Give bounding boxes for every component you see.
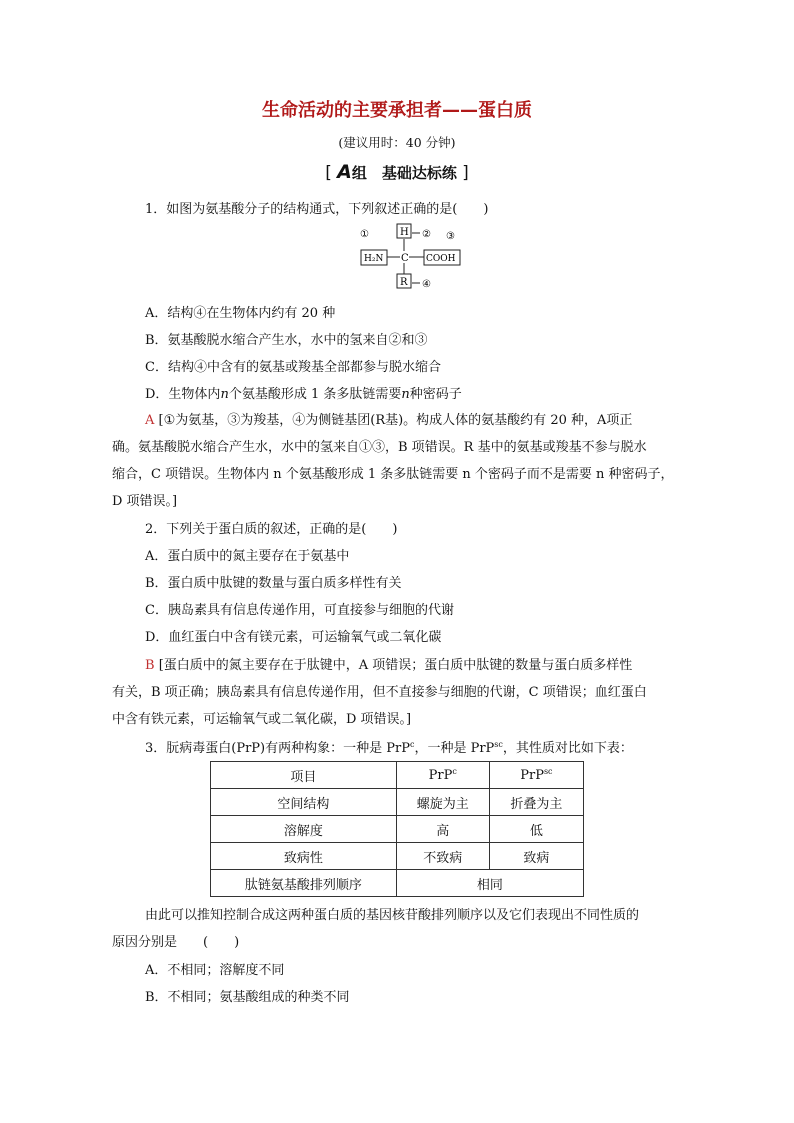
section-heading	[0, 161, 794, 183]
q2-option-b: B．蛋白质中肽键的数量与蛋白质多样性有关	[145, 576, 402, 591]
q3-option-a: A．不相同；溶解度不同	[145, 963, 285, 978]
table-cell: 高	[396, 816, 489, 843]
q1-option-b: B．氨基酸脱水缩合产生水，水中的氢来自②和③	[145, 333, 428, 348]
table-cell: 溶解度	[211, 816, 397, 843]
alpha-carbon: C	[401, 253, 409, 264]
q1-explanation-line-1: A [①为氨基，③为羧基，④为侧链基团(R基)。构成人体的氨基酸约有 20 种，A项正	[145, 413, 633, 428]
table-cell: 折叠为主	[489, 789, 583, 816]
h-atom: H	[400, 227, 409, 238]
q2-explanation-line-3: 中含有铁元素，可运输氧气或二氧化碳，D 项错误。]	[112, 712, 412, 727]
table-row	[211, 843, 584, 870]
amino-group: H₂N	[364, 254, 384, 264]
q2-stem: 2．下列关于蛋白质的叙述，正确的是( )	[145, 522, 398, 537]
suggested-time: (建议用时：40 分钟)	[338, 135, 456, 150]
label-4: ④	[422, 279, 431, 290]
q2-option-a: A．蛋白质中的氮主要存在于氨基中	[145, 549, 350, 564]
table-cell: 低	[489, 816, 583, 843]
q3-stem: 3．朊病毒蛋白(PrP)有两种构象：一种是 PrP$^c$，一种是 PrP$^{sc}$，其性质对比如下表：	[145, 740, 633, 756]
q2-option-d: D．血红蛋白中含有镁元素，可运输氧气或二氧化碳	[145, 630, 442, 645]
page-title: 生命活动的主要承担者——蛋白质	[262, 100, 532, 121]
q3-option-b: B．不相同；氨基酸组成的种类不同	[145, 990, 350, 1005]
table-header-prpc: PrP$^c$	[396, 762, 489, 789]
table-row	[211, 789, 584, 816]
table-cell: 不致病	[396, 843, 489, 870]
carboxyl-group: COOH	[426, 254, 456, 264]
q3-follow-line-2: 原因分别是 ( )	[112, 935, 240, 950]
q2-explanation-line-1: B [蛋白质中的氮主要存在于肽键中，A 项错误；蛋白质中肽键的数量与蛋白质多样性	[145, 658, 633, 673]
table-cell: 致病	[489, 843, 583, 870]
q2-answer: B	[145, 658, 155, 673]
label-2: ②	[422, 229, 431, 240]
section-letter: A	[337, 161, 352, 183]
q1-explanation-line-4: D 项错误。]	[112, 494, 178, 509]
q3-follow-line-1: 由此可以推知控制合成这两种蛋白质的基因核苷酸排列顺序以及它们表现出不同性质的	[145, 908, 640, 923]
q1-explanation-line-3: 缩合，C 项错误。生物体内 n 个氨基酸形成 1 条多肽链需要 n 个密码子而不是需要 n 种密码子，	[112, 467, 674, 482]
section-bracket-open: [	[325, 163, 332, 183]
r-group: R	[400, 277, 408, 288]
table-row	[211, 816, 584, 843]
amino-acid-structure-diagram	[358, 222, 468, 292]
table-cell: 空间结构	[211, 789, 397, 816]
table-cell-merged: 相同	[396, 870, 583, 897]
prp-comparison-table	[210, 761, 584, 897]
q1-explanation-line-2: 确。氨基酸脱水缩合产生水，水中的氢来自①③，B 项错误。R 基中的氨基或羧基不参与脱水	[112, 440, 647, 455]
label-1: ①	[360, 229, 369, 240]
q1-option-d: D．生物体内n个氨基酸形成 1 条多肽链需要n种密码子	[145, 387, 462, 402]
table-header-item: 项目	[211, 762, 397, 789]
table-header-prpsc: PrP$^{sc}$	[489, 762, 583, 789]
section-bracket-close: ]	[462, 163, 469, 183]
section-name: 组 基础达标练	[351, 164, 457, 182]
q1-option-a: A．结构④在生物体内约有 20 种	[145, 306, 336, 321]
table-row	[211, 870, 584, 897]
q2-explanation-line-2: 有关，B 项正确；胰岛素具有信息传递作用，但不直接参与细胞的代谢，C 项错误；血红蛋白	[112, 685, 647, 700]
table-header-row	[211, 762, 584, 789]
table-cell: 致病性	[211, 843, 397, 870]
q1-answer: A	[145, 413, 155, 428]
table-cell: 肽链氨基酸排列顺序	[211, 870, 397, 897]
q2-option-c: C．胰岛素具有信息传递作用，可直接参与细胞的代谢	[145, 603, 454, 618]
q1-stem: 1．如图为氨基酸分子的结构通式，下列叙述正确的是( )	[145, 202, 489, 217]
label-3: ③	[446, 231, 455, 242]
q1-option-c: C．结构④中含有的氨基或羧基全部都参与脱水缩合	[145, 360, 441, 375]
table-cell: 螺旋为主	[396, 789, 489, 816]
